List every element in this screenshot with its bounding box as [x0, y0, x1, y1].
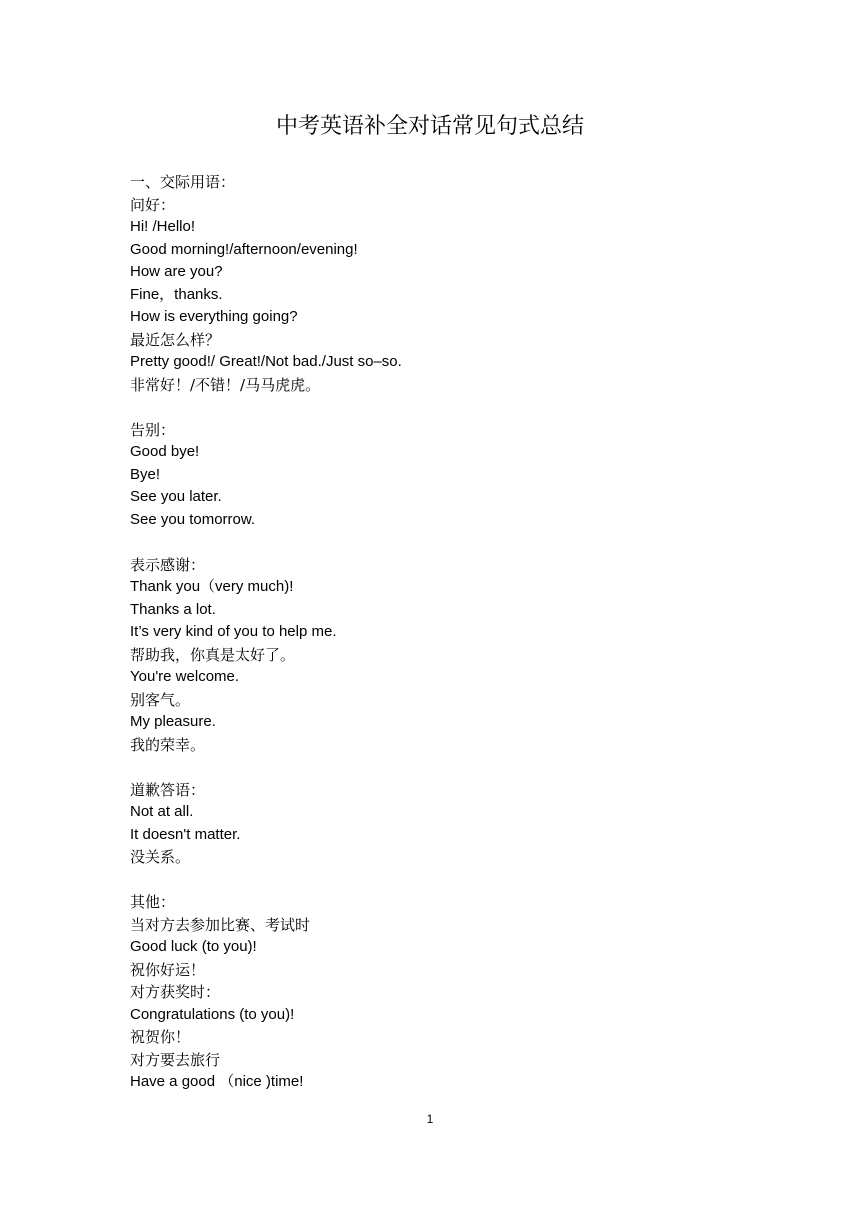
- paragraph-gap: [130, 396, 770, 419]
- section: [130, 171, 770, 396]
- text-line: 祝你好运！: [130, 960, 206, 979]
- paragraph-gap: [130, 869, 770, 892]
- text-line: Thank you（very much)!: [130, 578, 294, 595]
- text-line: 祝贺你！: [130, 1028, 191, 1046]
- text-line: Good morning!/afternoon/evening!: [130, 240, 358, 258]
- text-line: My pleasure.: [130, 713, 216, 730]
- section: [130, 554, 770, 757]
- text-line: Good luck (to you)!: [130, 938, 257, 955]
- text-line: Good bye!: [130, 443, 200, 460]
- page-title: 中考英语补全对话常见句式总结: [275, 114, 584, 139]
- text-line: 当对方去参加比赛、考试时: [130, 915, 311, 934]
- text-line: 帮助我，你真是太好了。: [130, 645, 296, 664]
- text-line: Pretty good!/ Great!/Not bad./Just so–so.: [130, 353, 402, 370]
- text-line: It’s very kind of you to help me.: [130, 623, 337, 640]
- text-line: Thanks a lot.: [130, 600, 216, 618]
- text-line: 非常好！/不错！/马马虎虎。: [130, 375, 321, 394]
- text-line: You're welcome.: [130, 668, 240, 685]
- text-line: Hi! /Hello!: [130, 218, 196, 235]
- text-line: How are you?: [130, 263, 223, 280]
- text-line: 没关系。: [130, 848, 191, 866]
- section: [130, 419, 770, 532]
- text-line: 问好：: [130, 195, 176, 214]
- text-line: Bye!: [130, 465, 161, 483]
- text-line: 对方要去旅行: [130, 1050, 221, 1069]
- section-heading: 表示感谢：: [130, 555, 206, 574]
- text-line: See you later.: [130, 488, 222, 505]
- section-heading: 一、交际用语：: [130, 173, 236, 191]
- text-line: Congratulations (to you)!: [130, 1005, 295, 1023]
- paragraph-gap: [130, 531, 770, 554]
- text-line: 我的荣幸。: [130, 735, 206, 754]
- text-line: Not at all.: [130, 803, 194, 820]
- section: [130, 891, 770, 1094]
- text-line: 别客气。: [130, 690, 191, 709]
- section-heading: 其他：: [130, 893, 176, 911]
- page-number: 1: [426, 1112, 434, 1126]
- section: [130, 779, 770, 869]
- section-heading: 告别：: [130, 420, 176, 439]
- text-line: See you tomorrow.: [130, 510, 256, 528]
- text-line: How is everything going?: [130, 308, 298, 325]
- text-line: 最近怎么样？: [130, 330, 221, 349]
- text-line: It doesn't matter.: [130, 825, 241, 843]
- section-heading: 道歉答语：: [130, 780, 206, 799]
- text-line: Fine，thanks.: [130, 285, 223, 303]
- text-line: 对方获奖时：: [130, 983, 221, 1001]
- paragraph-gap: [130, 756, 770, 779]
- document-body: [130, 171, 770, 1094]
- text-line: Have a good （nice )time!: [130, 1073, 304, 1090]
